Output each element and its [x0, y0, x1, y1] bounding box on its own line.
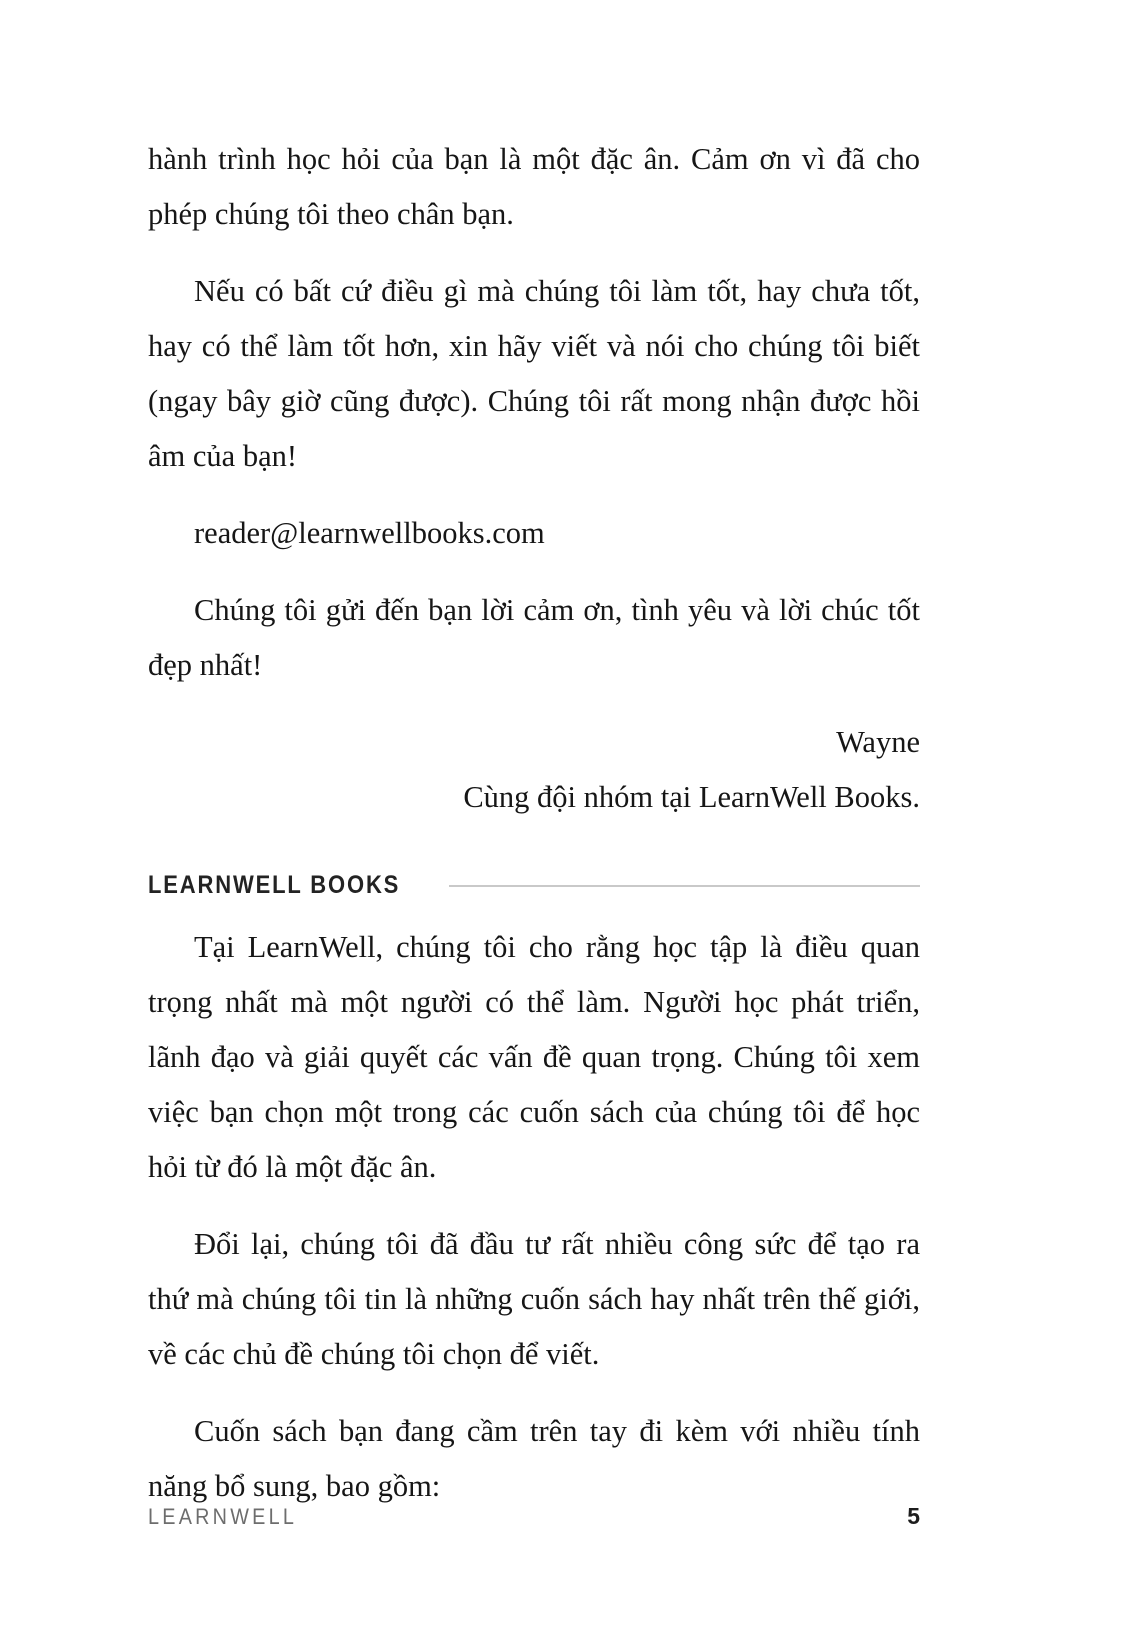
heading-gap [148, 900, 920, 920]
contact-email: reader@learnwellbooks.com [194, 516, 545, 550]
paragraph-gap [148, 242, 920, 264]
page-footer [148, 1503, 920, 1530]
section-heading [148, 871, 920, 900]
section-paragraph-1: Tại LearnWell, chúng tôi cho rằng học tập là điều quan trọng nhất mà một người có thể làm. Người học phát triển, lãnh đạo và giải quyết các vấn đề quan trọng. Chúng tôi xem việc bạn chọn một trong các cuốn sách của chúng tôi để học hỏi từ đó là một đặc ân. [148, 930, 920, 1184]
letter-paragraph-3: Chúng tôi gửi đến bạn lời cảm ơn, tình yêu và lời chúc tốt đẹp nhất! [148, 593, 920, 682]
paragraph-gap [148, 1382, 920, 1404]
paragraph-gap [148, 484, 920, 506]
section-paragraph-3: Cuốn sách bạn đang cầm trên tay đi kèm với nhiều tính năng bổ sung, bao gồm: [148, 1414, 920, 1503]
paragraph-gap [148, 693, 920, 715]
footer-page-number: 5 [907, 1503, 920, 1529]
section-gap [148, 825, 920, 871]
section-heading-label: LEARNWELL BOOKS [148, 871, 401, 899]
page-content [148, 132, 920, 1514]
section-paragraph-2: Đổi lại, chúng tôi đã đầu tư rất nhiều công sức để tạo ra thứ mà chúng tôi tin là những cuốn sách hay nhất trên thế giới, về các chủ đề chúng tôi chọn để viết. [148, 1227, 920, 1371]
footer-running-head: LEARNWELL [148, 1504, 298, 1529]
letter-paragraph-1: hành trình học hỏi của bạn là một đặc ân. Cảm ơn vì đã cho phép chúng tôi theo chân bạn. [148, 142, 920, 231]
section-heading-rule [449, 885, 920, 887]
signature-team: Cùng đội nhóm tại LearnWell Books. [463, 780, 920, 814]
paragraph-gap [148, 561, 920, 583]
letter-paragraph-2: Nếu có bất cứ điều gì mà chúng tôi làm tốt, hay chưa tốt, hay có thể làm tốt hơn, xin hãy viết và nói cho chúng tôi biết (ngay bây giờ cũng được). Chúng tôi rất mong nhận được hồi âm của bạn! [148, 274, 920, 473]
paragraph-gap [148, 1195, 920, 1217]
signature-name: Wayne [836, 725, 920, 759]
